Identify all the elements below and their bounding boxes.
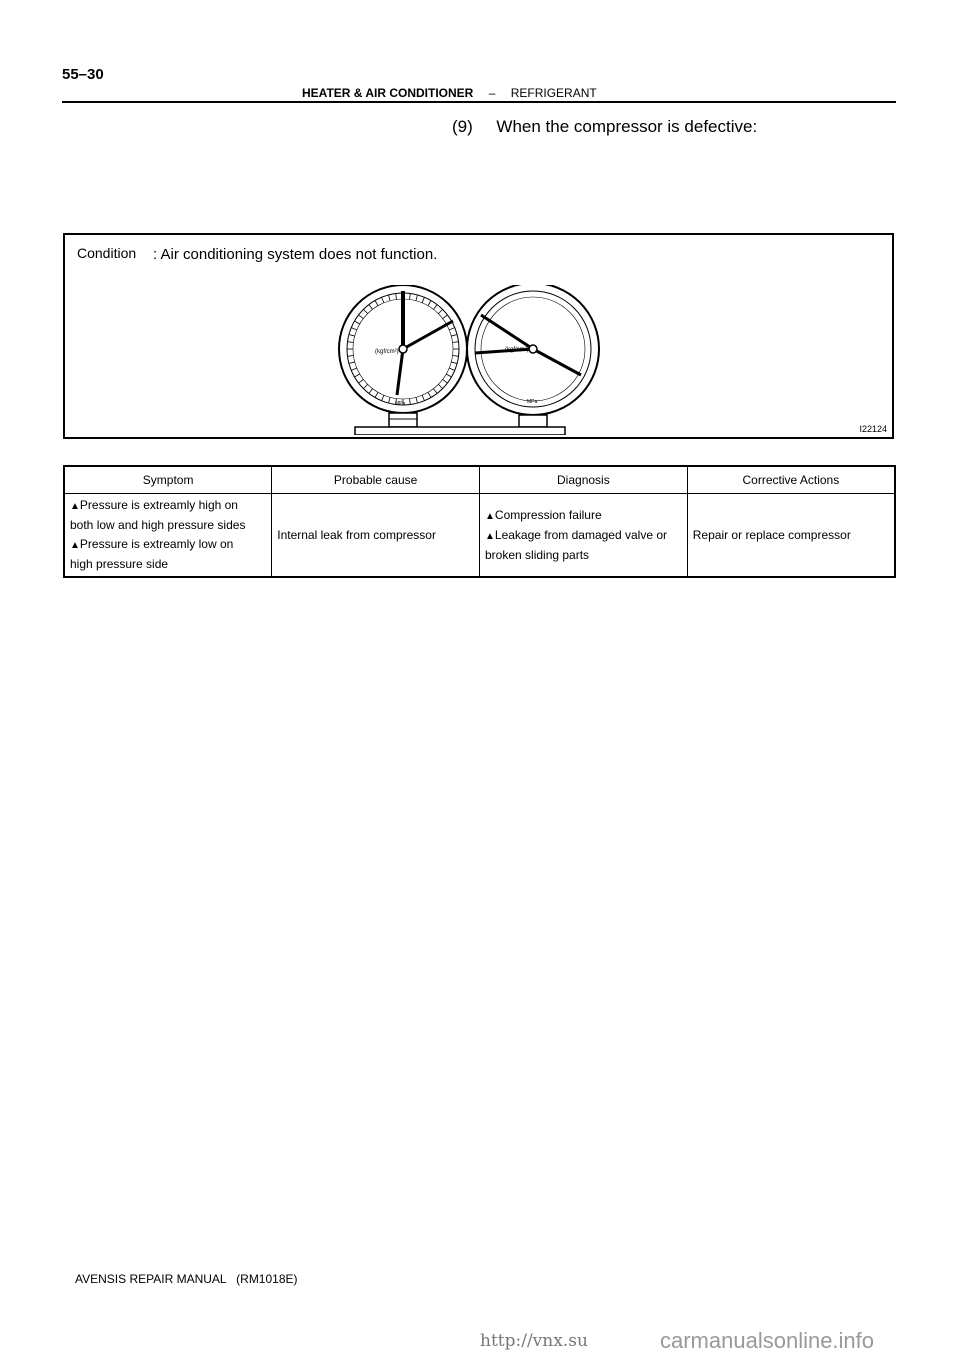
condition-text: : Air conditioning system does not function.: [153, 246, 438, 263]
gauge-figure: [63, 233, 894, 439]
header-rule: [62, 101, 896, 103]
step-heading: (9) When the compressor is defective:: [452, 117, 758, 136]
probable-cause-cell: Internal leak from compressor: [272, 494, 480, 578]
header-corrective-actions: Corrective Actions: [687, 466, 895, 494]
low-gauge-mpa: MPa: [395, 401, 406, 407]
header-symptom: Symptom: [64, 466, 272, 494]
header-probable-cause: Probable cause: [272, 466, 480, 494]
high-pressure-gauge: [467, 285, 599, 427]
condition-label: Condition: [77, 245, 137, 261]
watermark-site: carmanualsonline.info: [660, 1328, 875, 1353]
table-row: [64, 494, 895, 578]
manifold-gauge-illustration: [335, 285, 635, 435]
page-number: 55–30: [62, 66, 104, 83]
table-header-row: [64, 466, 895, 494]
section-title: HEATER & AIR CONDITIONER: [302, 86, 474, 100]
diagnosis-table: [63, 465, 896, 578]
section-separator: –: [488, 86, 496, 100]
diagnosis-line: Compression failure: [494, 507, 602, 522]
symptom-line: Pressure is extreamly low on: [79, 537, 234, 551]
diagnosis-cell: [480, 494, 688, 578]
symptom-cell: [64, 494, 272, 578]
high-gauge-unit: (kgf/cm²): [505, 347, 529, 353]
section-header: [302, 86, 597, 100]
bullet-triangle-icon: ▲: [485, 510, 495, 522]
symptom-line: high pressure side: [70, 557, 169, 571]
subsection-title: REFRIGERANT: [510, 86, 597, 100]
bullet-triangle-icon: ▲: [485, 530, 495, 542]
bullet-triangle-icon: ▲: [70, 540, 80, 551]
watermark-url: http://vnx.su: [480, 1331, 588, 1351]
corrective-action-cell: Repair or replace compressor: [687, 494, 895, 578]
diagnosis-line: Leakage from damaged valve or: [494, 527, 668, 542]
high-gauge-mpa: MPa: [527, 399, 538, 405]
figure-id: I22124: [859, 424, 887, 434]
symptom-line: Pressure is extreamly high on: [79, 498, 238, 512]
bullet-triangle-icon: ▲: [70, 501, 80, 512]
diagnosis-line: broken sliding parts: [485, 547, 590, 562]
symptom-line: both low and high pressure sides: [70, 518, 246, 532]
header-diagnosis: Diagnosis: [480, 466, 688, 494]
manifold-bar: [355, 427, 565, 435]
footer-manual-title: AVENSIS REPAIR MANUAL (RM1018E): [75, 1272, 298, 1286]
low-gauge-unit: (kgf/cm²): [375, 349, 399, 355]
